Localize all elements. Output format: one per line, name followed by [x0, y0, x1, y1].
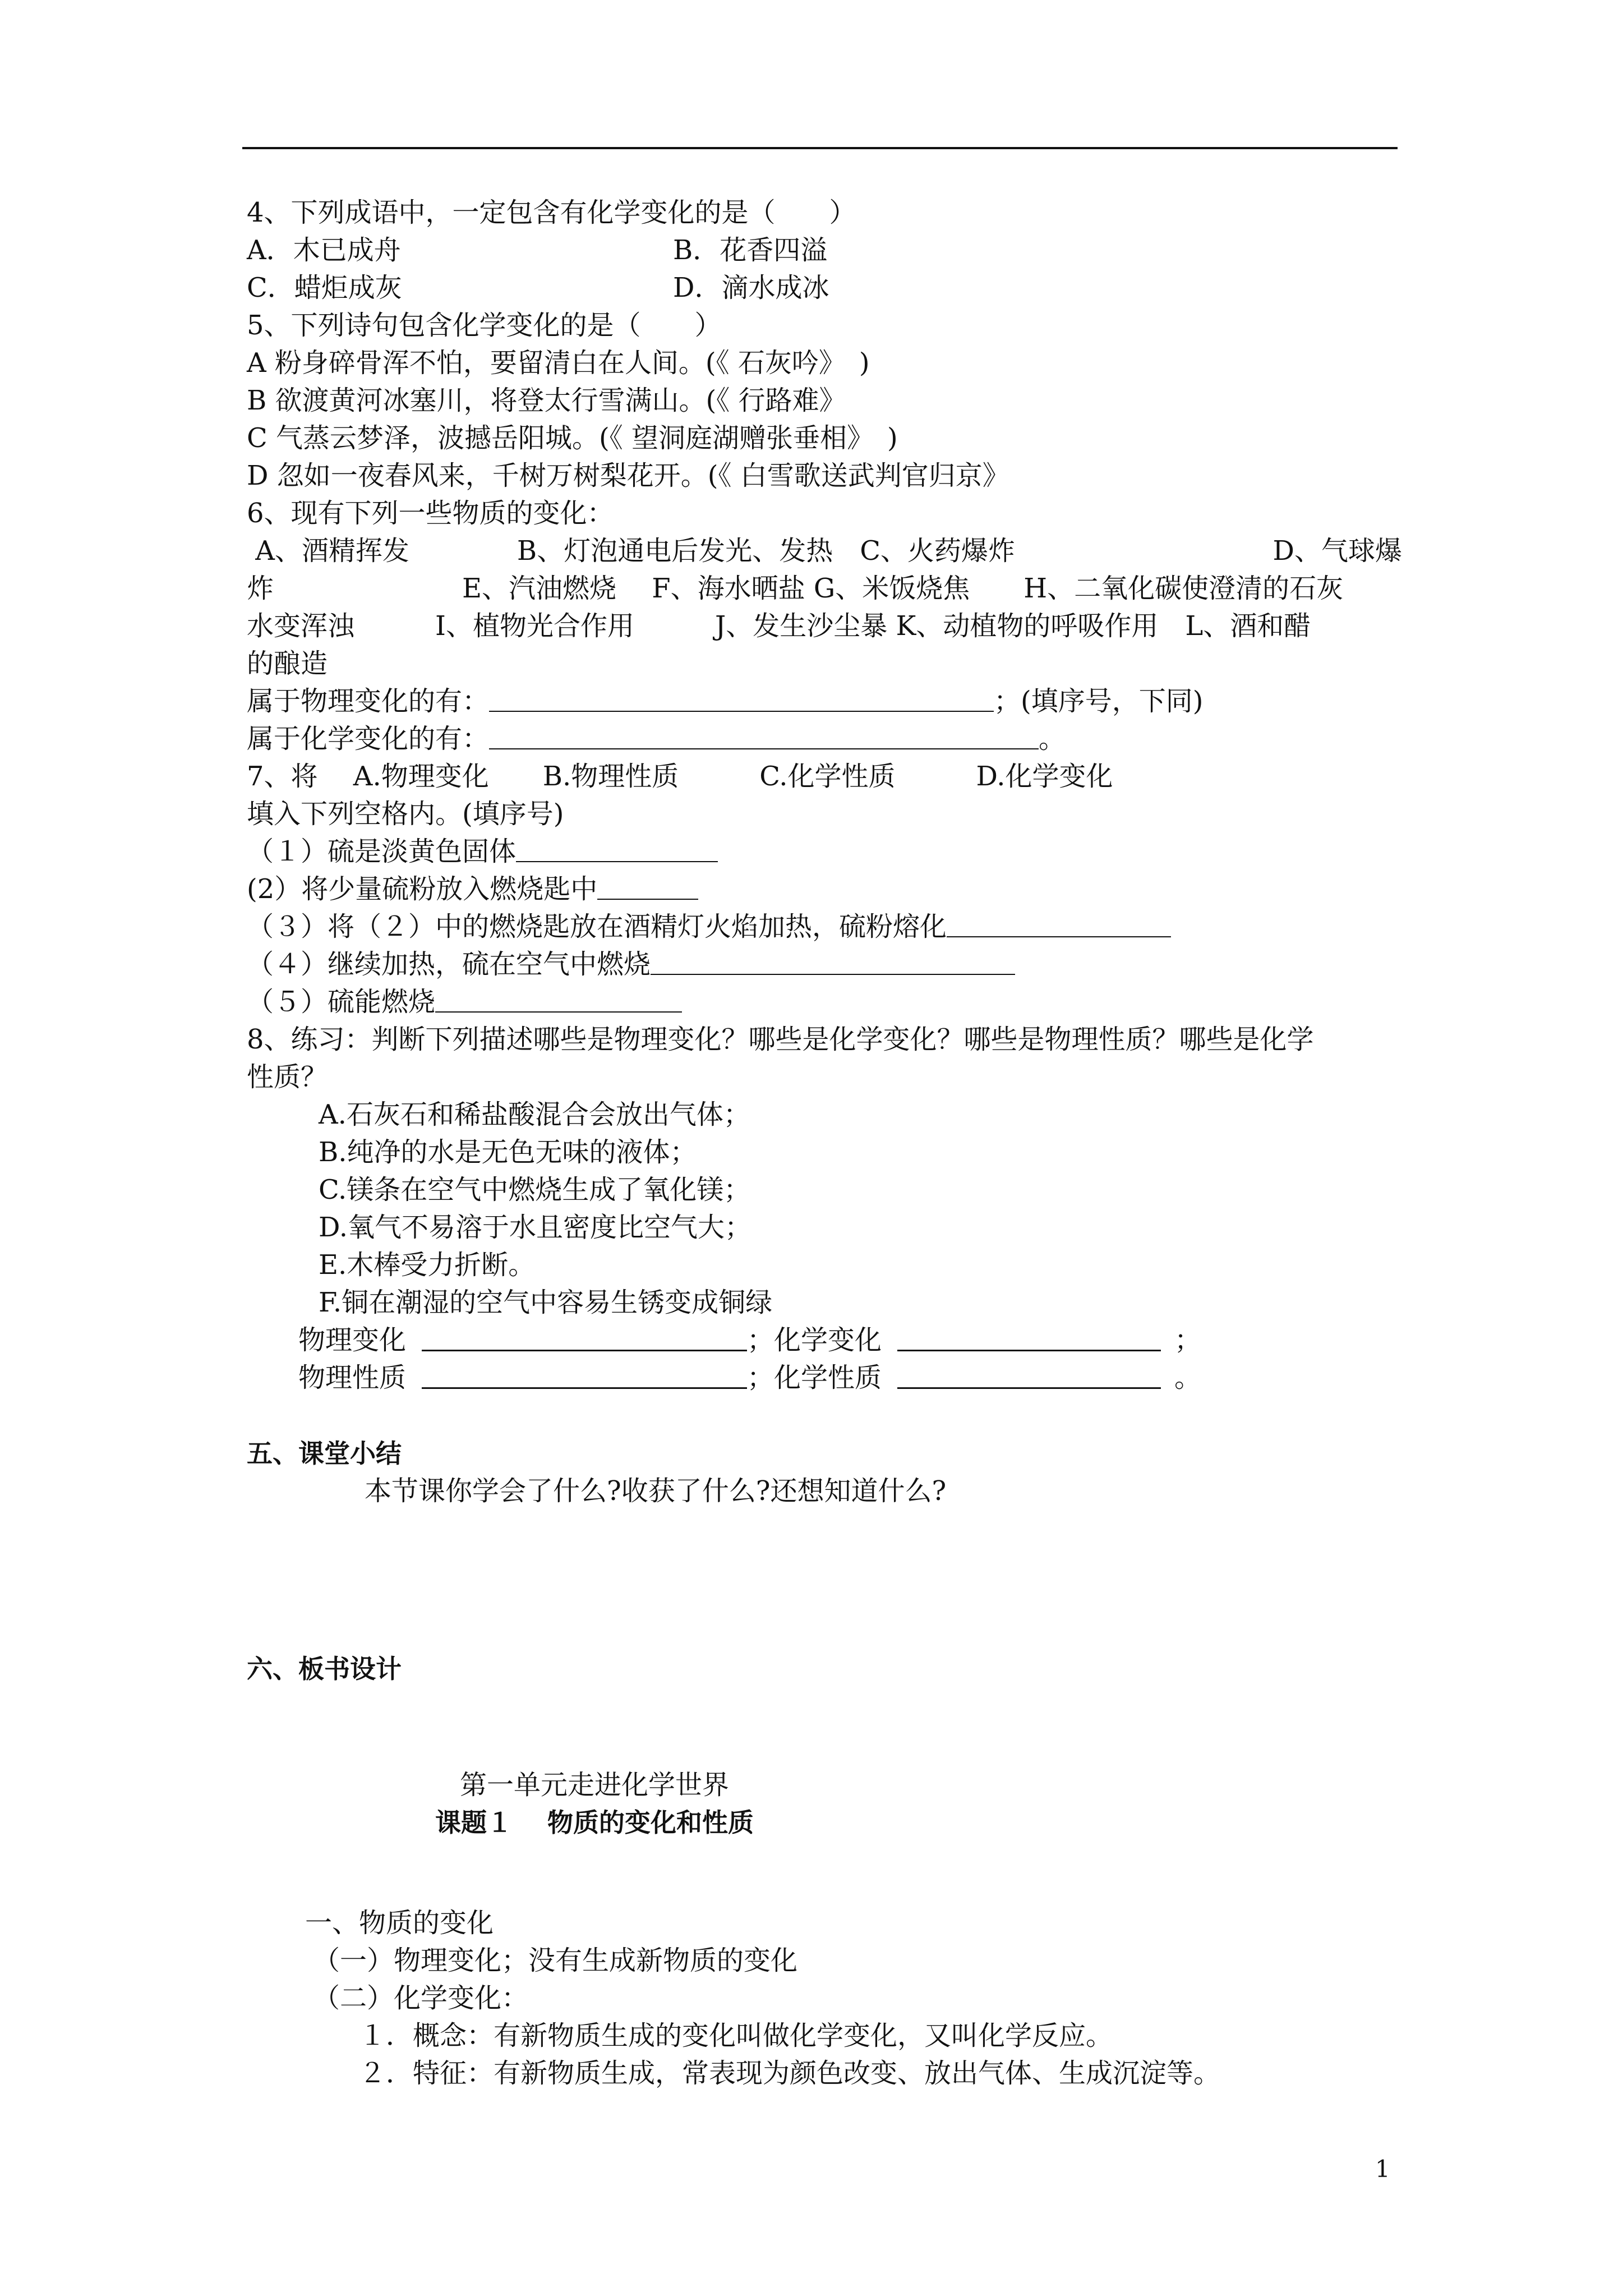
q7-stem: 7、将 A.物理变化 B.物理性质 C.化学性质 D.化学变化	[247, 761, 1113, 792]
q7-item-4-blank[interactable]	[651, 946, 1015, 975]
q7-item-5-blank[interactable]	[435, 983, 682, 1013]
board-concept: １．概念：有新物质生成的变化叫做化学变化，又叫化学反应。	[359, 2020, 1113, 2051]
q8-item-a: A.石灰石和稀盐酸混合会放出气体；	[319, 1099, 750, 1130]
q7-item-3	[247, 908, 1402, 946]
q6-physical-label: 属于物理变化的有：	[247, 685, 490, 717]
q8-item-d: D.氧气不易溶于水且密度比空气大；	[319, 1212, 752, 1243]
q6-chemical-suffix: 。	[1039, 723, 1066, 754]
q7-item-5	[247, 983, 1402, 1021]
section-6-title: 六、板书设计	[247, 1654, 402, 1684]
q6-line-1-left: A、酒精挥发 B、灯泡通电后发光、发热 C、火药爆炸	[247, 535, 1015, 567]
q8-chem-prop-label: ；化学性质	[747, 1362, 882, 1393]
section-5-title: 五、课堂小结	[247, 1438, 402, 1469]
q4-options-ab	[247, 232, 1402, 269]
q8-item-b: B.纯净的水是无色无味的液体；	[319, 1137, 697, 1168]
q5-option-b: B 欲渡黄河冰塞川，将登太行雪满山。(《 行路难》	[247, 385, 846, 416]
q8-phys-change-blank[interactable]	[422, 1322, 747, 1351]
q7-item-4-text: （４）继续加热，硫在空气中燃烧	[247, 949, 651, 980]
section-5-body: 本节课你学会了什么?收获了什么?还想知道什么?	[365, 1475, 947, 1507]
board-physical-change: （一）物理变化；没有生成新物质的变化	[313, 1945, 798, 1976]
q8-end-1: ；	[1174, 1324, 1202, 1356]
q6-line-4: 的酿造	[247, 648, 328, 679]
q7-item-1	[247, 833, 1402, 871]
header-rule	[242, 147, 1398, 149]
page-number: 1	[1375, 2155, 1390, 2183]
document-body	[247, 194, 1402, 2092]
q6-line-1-right: D、气球爆	[1272, 535, 1402, 567]
q8-item-c: C.镁条在空气中燃烧生成了氧化镁；	[319, 1174, 751, 1205]
q8-chem-prop-blank[interactable]	[897, 1359, 1161, 1389]
q8-item-e: E.木棒受力折断。	[319, 1249, 536, 1281]
q8-answer-row-2	[247, 1359, 1402, 1397]
q7-item-5-text: （５）硫能燃烧	[247, 986, 436, 1018]
q8-phys-change-label: 物理变化	[298, 1324, 407, 1356]
q5-option-c: C 气蒸云梦泽，波撼岳阳城。(《 望洞庭湖赠张垂相》 )	[247, 422, 898, 454]
q8-chem-change-label: ；化学变化	[747, 1324, 882, 1356]
q7-item-2-blank[interactable]	[597, 871, 698, 900]
q7-item-3-blank[interactable]	[947, 908, 1171, 937]
q7-item-4	[247, 946, 1402, 983]
q7-item-2	[247, 871, 1402, 908]
q4-option-c: C．蜡炬成灰	[247, 272, 402, 303]
q5-option-d: D 忽如一夜春风来，千树万树梨花开。(《 白雪歌送武判官归京》	[247, 460, 1009, 491]
q5-stem: 5、下列诗句包含化学变化的是（ ）	[247, 310, 722, 341]
q6-chemical-row	[247, 720, 1402, 758]
q6-physical-blank[interactable]	[489, 683, 994, 712]
q6-line-3: 水变浑浊 I、植物光合作用 J、发生沙尘暴 K、动植物的呼吸作用 L、酒和醋	[247, 610, 1311, 642]
q6-line-1	[247, 532, 1402, 570]
q7-item-1-text: （１）硫是淡黄色固体	[247, 836, 517, 867]
q4-option-b: B．花香四溢	[673, 234, 828, 266]
q6-stem: 6、现有下列一些物质的变化：	[247, 498, 614, 529]
q8-answer-row-1	[247, 1322, 1402, 1359]
q6-physical-suffix: ；(填序号，下同)	[994, 685, 1204, 717]
q5-option-a: A 粉身碎骨浑不怕，要留清白在人间。(《 石灰吟》 )	[247, 347, 870, 379]
q8-stem-2: 性质？	[247, 1061, 328, 1093]
q8-phys-prop-blank[interactable]	[422, 1359, 747, 1389]
q7-item-3-text: （３）将（２）中的燃烧匙放在酒精灯火焰加热，硫粉熔化	[247, 911, 947, 942]
q6-line-2: 炸 E、汽油燃烧 F、海水晒盐 G、米饭烧焦 H、二氧化碳使澄清的石灰	[247, 573, 1344, 604]
q7-item-1-blank[interactable]	[516, 833, 718, 862]
board-unit-title: 第一单元走进化学世界	[459, 1769, 729, 1801]
q6-chemical-label: 属于化学变化的有：	[247, 723, 490, 754]
q4-option-a: A．木已成舟	[247, 234, 401, 266]
q7-item-2-text: (2）将少量硫粉放入燃烧匙中	[247, 873, 598, 905]
q6-chemical-blank[interactable]	[489, 720, 1039, 749]
board-section-1: 一、物质的变化	[305, 1907, 494, 1939]
board-feature: ２．特征：有新物质生成，常表现为颜色改变、放出气体、生成沉淀等。	[359, 2058, 1221, 2089]
q4-option-d: D．滴水成冰	[673, 272, 829, 303]
q4-options-cd	[247, 269, 1402, 307]
q8-phys-prop-label: 物理性质	[298, 1362, 407, 1393]
q8-end-2: 。	[1174, 1362, 1202, 1393]
board-lesson-title: 课题１ 物质的变化和性质	[435, 1807, 754, 1838]
q6-physical-row	[247, 683, 1402, 720]
q7-instruction: 填入下列空格内。(填序号)	[247, 798, 564, 830]
q8-stem-1: 8、练习：判断下列描述哪些是物理变化？哪些是化学变化？哪些是物理性质？哪些是化学	[247, 1024, 1314, 1055]
q8-item-f: F.铜在潮湿的空气中容易生锈变成铜绿	[319, 1287, 773, 1318]
board-chemical-change: （二）化学变化：	[313, 1982, 529, 2014]
q8-chem-change-blank[interactable]	[897, 1322, 1161, 1351]
q4-stem: 4、下列成语中，一定包含有化学变化的是（ ）	[247, 197, 856, 228]
